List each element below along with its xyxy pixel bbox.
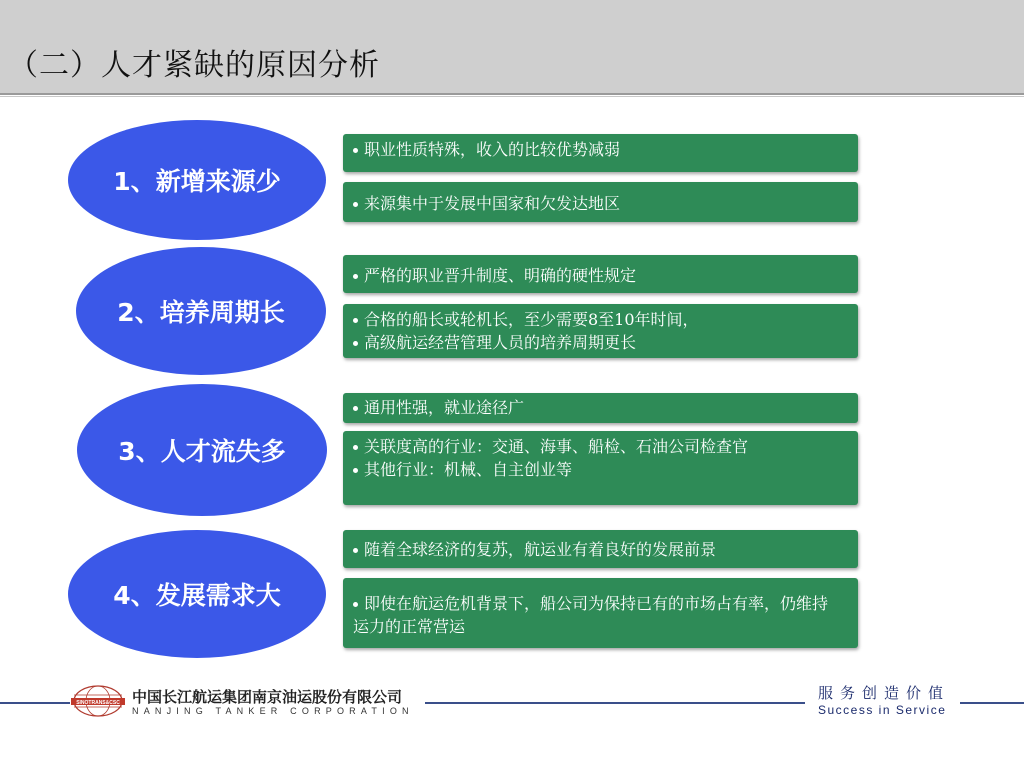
header-divider <box>0 93 1024 95</box>
section-2-oval <box>76 247 326 375</box>
bullet-icon <box>353 445 358 450</box>
section-4-heading: 4、发展需求大 <box>113 581 281 610</box>
company-name-cn: 中国长江航运集团南京油运股份有限公司 <box>132 688 403 706</box>
header-divider-thin <box>0 96 1024 97</box>
bullet-text: 严格的职业晋升制度、明确的硬性规定 <box>364 266 637 285</box>
logo-text: SINOTRANS&CSC <box>76 700 120 706</box>
section-4-box-1 <box>343 530 858 568</box>
bullet-icon <box>353 602 358 607</box>
bullet-icon <box>353 341 358 346</box>
section-1-oval <box>68 120 326 240</box>
section-2-heading: 2、培养周期长 <box>117 298 285 327</box>
section-2-box-1 <box>343 255 858 293</box>
footer-line-left <box>0 702 70 704</box>
section-3-heading: 3、人才流失多 <box>118 437 286 466</box>
section-4-box-2 <box>343 578 858 648</box>
slide-title: （二）人才紧缺的原因分析 <box>8 48 380 83</box>
section-4-oval <box>68 530 326 658</box>
section-1-box-2 <box>343 182 858 222</box>
company-logo <box>70 684 126 718</box>
section-3-box-2 <box>343 431 858 505</box>
section-3-oval <box>77 384 327 516</box>
section-2-box-2 <box>343 304 858 358</box>
section-1-box-1 <box>343 134 858 172</box>
bullet-text: 通用性强，就业途径广 <box>364 398 525 417</box>
section-3-box-1 <box>343 393 858 423</box>
bullet-icon <box>353 148 358 153</box>
bullet-icon <box>353 318 358 323</box>
bullet-text: 合格的船长或轮机长，至少需要8至10年时间， <box>364 310 699 329</box>
footer-line-right <box>960 702 1024 704</box>
bullet-text: 即使在航运危机背景下，船公司为保持已有的市场占有率，仍维持运力的正常营运 <box>353 594 829 636</box>
bullet-text: 高级航运经营管理人员的培养周期更长 <box>364 333 637 352</box>
slogan-cn: 服务创造价值 <box>818 684 951 702</box>
bullet-icon <box>353 406 358 411</box>
bullet-icon <box>353 202 358 207</box>
company-name-en: NANJING TANKER CORPORATION <box>132 706 414 716</box>
bullet-icon <box>353 274 358 279</box>
bullet-icon <box>353 468 358 473</box>
slogan-en: Success in Service <box>818 703 947 717</box>
bullet-text: 来源集中于发展中国家和欠发达地区 <box>364 194 621 213</box>
bullet-icon <box>353 548 358 553</box>
bullet-text: 随着全球经济的复苏，航运业有着良好的发展前景 <box>364 540 717 559</box>
bullet-text: 关联度高的行业：交通、海事、船检、石油公司检查官 <box>364 437 749 456</box>
bullet-text: 职业性质特殊，收入的比较优势减弱 <box>364 140 621 159</box>
section-1-heading: 1、新增来源少 <box>113 167 281 196</box>
footer-line-middle <box>425 702 805 704</box>
bullet-text: 其他行业：机械、自主创业等 <box>364 460 573 479</box>
